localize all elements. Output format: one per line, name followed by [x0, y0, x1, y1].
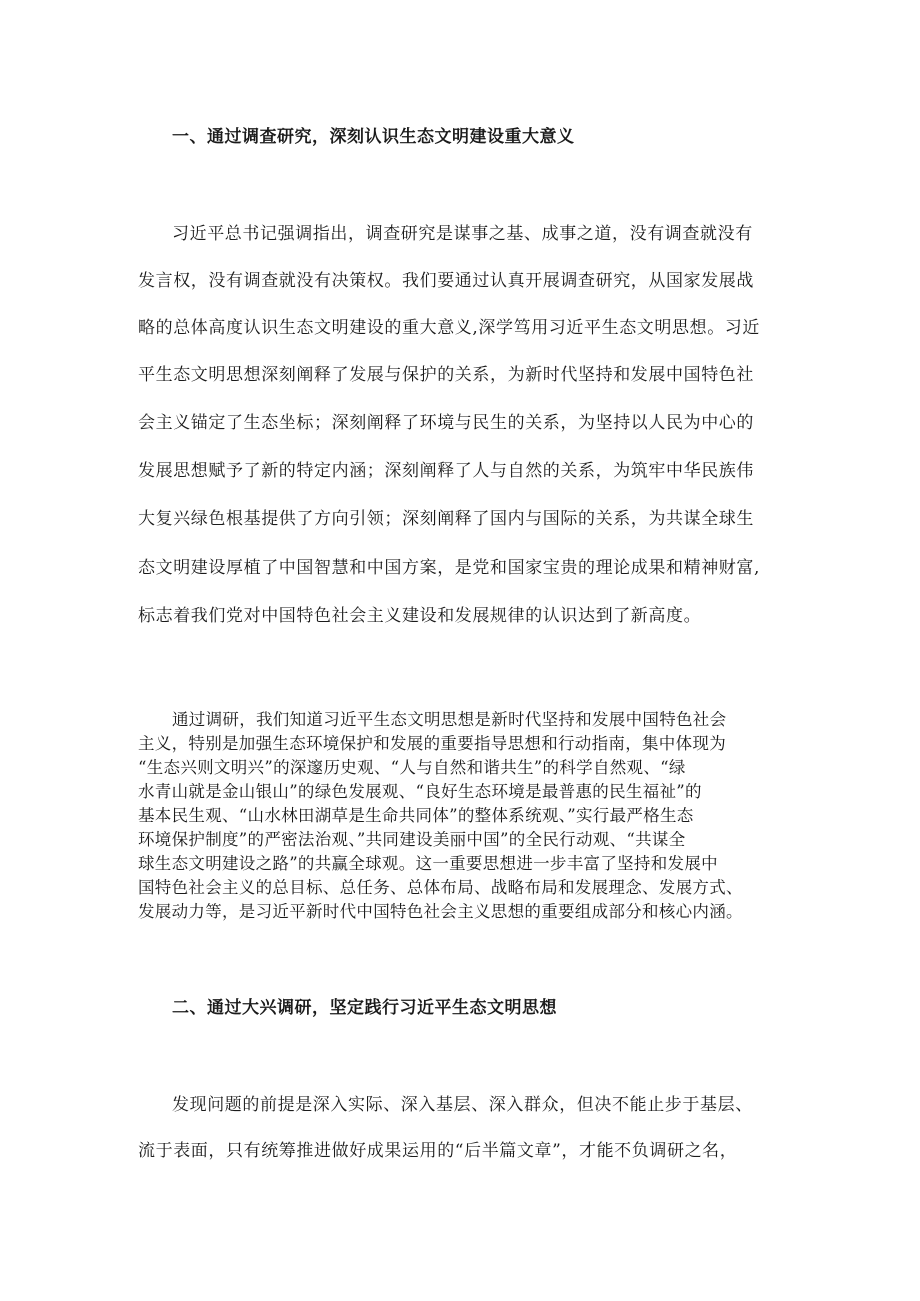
- paragraph-line: 大复兴绿色根基提供了方向引领；深刻阐释了国内与国际的关系，为共谋全球生: [138, 509, 754, 529]
- paragraph-line: 发现问题的前提是深入实际、深入基层、深入群众，但决不能止步于基层、: [172, 1095, 753, 1115]
- paragraph-line: 通过调研，我们知道习近平生态文明思想是新时代坚持和发展中国特色社会: [172, 710, 727, 729]
- paragraph-line: 环境保护制度”的严密法治观、”共同建设美丽中国”的全民行动观、“共谋全: [138, 830, 686, 849]
- section2-heading: 二、通过大兴调研，坚定践行习近平生态文明思想: [172, 998, 557, 1018]
- paragraph-line: 基本民生观、“山水林田湖草是生命共同体”的整体系统观、”实行最严格生态: [138, 806, 694, 825]
- paragraph-line: 习近平总书记强调指出，调查研究是谋事之基、成事之道，没有调查就没有: [172, 224, 753, 244]
- section1-heading: 一、通过调查研究，深刻认识生态文明建设重大意义: [172, 127, 575, 147]
- paragraph-line: 流于表面，只有统筹推进做好成果运用的“后半篇文章”，才能不负调研之名，: [138, 1141, 738, 1161]
- paragraph-line: 水青山就是金山银山”的绿色发展观、“良好生态环境是最普惠的民生福祉”的: [138, 782, 702, 801]
- paragraph-line: 略的总体高度认识生态文明建设的重大意义,深学笃用习近平生态文明思想。习近: [138, 318, 761, 338]
- paragraph-line: 国特色社会主义的总目标、总任务、总体布局、战略布局和发展理念、发展方式、: [138, 878, 743, 897]
- paragraph-line: “生态兴则文明兴”的深邃历史观、“人与自然和谐共生”的科学自然观、“绿: [138, 758, 686, 777]
- paragraph-line: 会主义锚定了生态坐标；深刻阐释了环境与民生的关系，为坚持以人民为中心的: [138, 413, 754, 433]
- paragraph-line: 发展动力等，是习近平新时代中国特色社会主义思想的重要组成部分和核心内涵。: [138, 902, 743, 921]
- paragraph-line: 发言权，没有调查就没有决策权。我们要通过认真开展调查研究，从国家发展战: [138, 271, 754, 291]
- paragraph-line: 主义，特别是加强生态环境保护和发展的重要指导思想和行动指南，集中体现为: [138, 734, 726, 753]
- paragraph-line: 标志着我们党对中国特色社会主义建设和发展规律的认识达到了新高度。: [138, 606, 702, 626]
- paragraph-line: 平生态文明思想深刻阐释了发展与保护的关系，为新时代坚持和发展中国特色社: [138, 365, 754, 385]
- paragraph-line: 球生态文明建设之路”的共赢全球观。这一重要思想进一步丰富了坚持和发展中: [138, 854, 718, 873]
- paragraph-line: 发展思想赋予了新的特定内涵；深刻阐释了人与自然的关系，为筑牢中华民族伟: [138, 461, 754, 481]
- paragraph-line: 态文明建设厚植了中国智慧和中国方案，是党和国家宝贵的理论成果和精神财富,: [138, 558, 761, 578]
